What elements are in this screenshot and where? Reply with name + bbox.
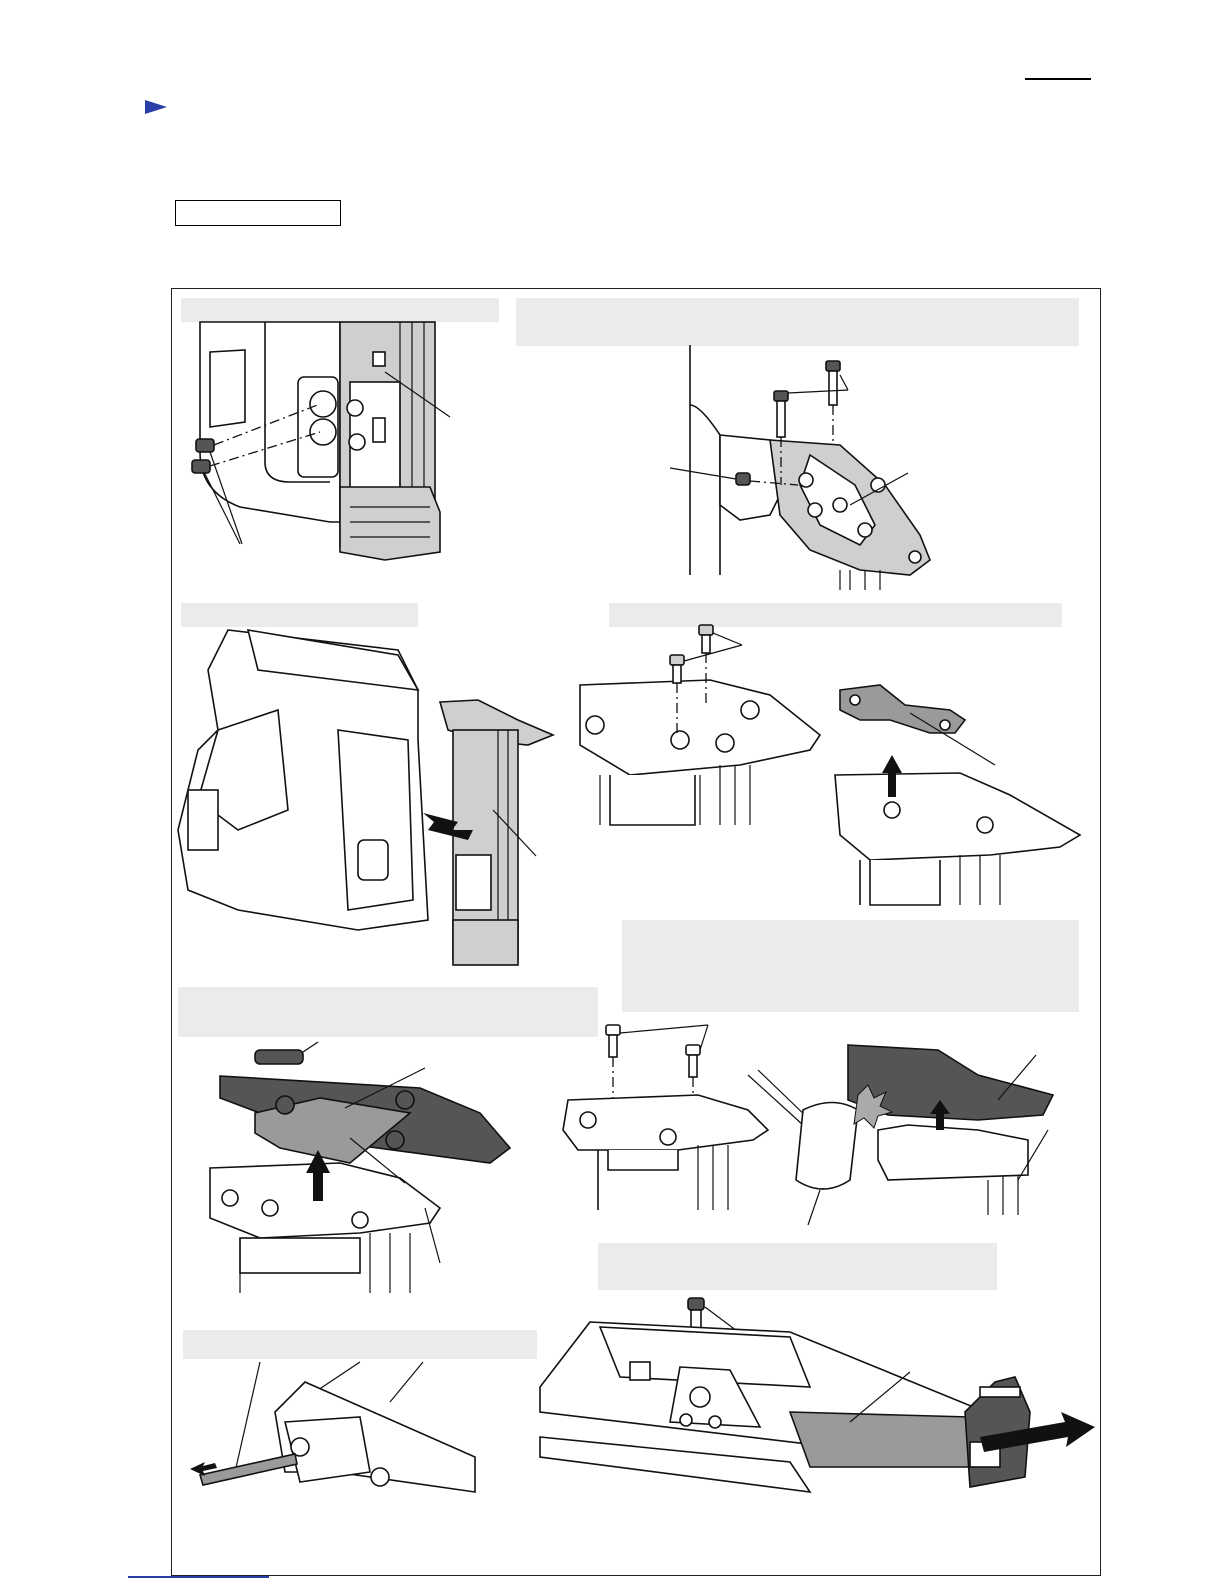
figure-magazine-removal — [178, 630, 578, 975]
section-marker-icon — [145, 100, 167, 114]
footer-link-rule — [128, 1576, 269, 1578]
figure-spring-and-slide-removal — [200, 1038, 530, 1303]
figure-plate-lift-off — [570, 625, 1100, 910]
procedure-label-box — [175, 200, 341, 226]
figure-pusher-slide-out — [540, 1292, 1100, 1567]
figure-guide-removal-with-hammer — [558, 1020, 1078, 1230]
caption-bar-fig1 — [181, 298, 499, 322]
figure-strip-removal — [185, 1362, 485, 1502]
figure-nose-plate-screw-removal — [680, 345, 980, 590]
caption-bar-fig8 — [598, 1243, 997, 1290]
caption-bar-fig3 — [181, 603, 418, 627]
caption-bar-fig7 — [183, 1330, 537, 1359]
caption-bar-fig6 — [622, 920, 1079, 1012]
caption-bar-fig2 — [516, 298, 1079, 346]
figure-screw-removal-side-view — [180, 322, 500, 592]
caption-bar-fig5 — [178, 987, 598, 1037]
header-rule — [1025, 78, 1091, 80]
caption-bar-fig4 — [609, 603, 1062, 627]
